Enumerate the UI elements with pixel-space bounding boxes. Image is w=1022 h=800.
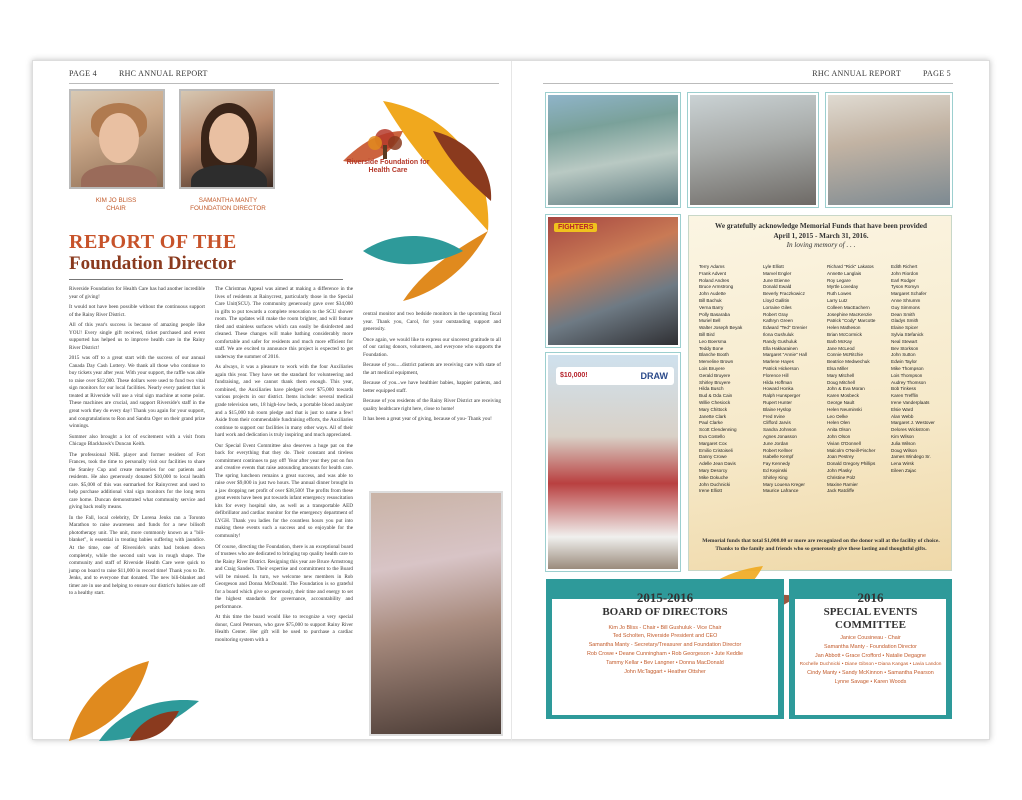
memorial-names-column-4: Edith Richert John Riordon Earl Rodger Tyson Romyn Margaret Schafer Anne Shrumm Guy Simmons Dean Smith Gladys Smith Elaine Spicer Sylvia Stefanick Neal Stewart Bev Storkson John Sutton Edwin Taylor Mike Thompson Lois Thompson Audrey Thomson Bob Tinkess Karen Trefflin Irene Vanderplaats Elsie Ward Alan Webb Margaret J. Westover Delores Wickstrom Kim Wilson Julia Wilson Doug Wilson James Windego Sr. Lena Wirsk Eileen Zajac [891, 264, 935, 473]
memorial-names-column-1: Terry Adams Frank Advent Roland Andres Bruce Armstrong John Audette Bill Bachuk Verna Barry Polly Basaraba Muriel Bell Walter Joseph Beyak Bill Bird Leo Boersma Teddy Bone Blanche Booth Merveline Brown Lois Bruyere Gerald Bruyere Shirley Bruyere Hilda Busch Bud & Oda Cain Willie Chesiock Mary Chittock Janette Clark Paul Clarke Scott Clendenning Eva Costello Margaret Cox Emilio Cristoiseli Danny Crowe Adelle Jean Davis Mary Desorcy Mike Dokuche John Duchnicki Irene Elliott [699, 264, 743, 494]
title-rule [69, 279, 343, 280]
fighters-badge: FIGHTERS [554, 223, 597, 232]
caption-chair-name: KIM JO BLISS [95, 197, 137, 204]
board-line: Tammy Kellar • Bev Langner • Donna MacDonald [606, 660, 724, 667]
photo-patient-bed [688, 93, 818, 207]
board-line: Kim Jo Bliss - Chair • Bill Gushuluk - Vice Chair [608, 624, 722, 631]
board-line: Ted Scholten, Riverside President and CEO [612, 633, 718, 640]
events-title-line2: COMMITTEE [835, 618, 906, 631]
paragraph: Because of you...we have healthier babies, happier patients, and better equipped staff. [363, 380, 501, 394]
board-members [552, 624, 778, 677]
paragraph: In the Fall, local celebrity, Dr Lorena Jenks ran a Toronto Marathon to raise awareness and funds for a new bilisoft phototherapy unit. The unit, more commonly known as a "bili-blanket", is essential in treating babies suffering with jaundice. At the time, one of Riverside's units had broken down completely, while the second unit was in rough shape. The community and staff of Riverside Health Care were quick to jump on board to raise $11,000 in record time! Thank you to Dr. Jenks, and to everyone that donated. The new bili-blanket and timer are in use and helping to ensure our district's babies are off to a healthy start. [69, 514, 205, 597]
draw-amount: $10,000! [560, 372, 588, 379]
left-page-number: PAGE 4 [69, 69, 97, 78]
memorial-heading-line2: April 1, 2015 - March 31, 2016. [773, 231, 869, 240]
events-line: Samantha Manty - Foundation Director [824, 644, 917, 651]
board-of-directors-box [546, 579, 784, 719]
events-line: Cindy Manty • Sandy McKinnon • Samantha Pearson [807, 669, 934, 676]
report-title-line2: Foundation Director [69, 253, 236, 274]
paragraph: Of course, directing the Foundation, there is an exceptional board of trustees who are dedicated to bringing top quality health care to the Rainy River District. Resigning this year are Bruce Armstrong and Craig Sanders. Their expertise and commitment to the Board will be missed. In turn, we welcome new members in Rob Georgeson and Donna McDonald. The Foundation is so grateful for a board which give so generously, their time and energy to set the highest standards for governance, accountability and performance. [215, 543, 353, 610]
photo-fighters-event [546, 215, 680, 347]
draw-banner [556, 367, 674, 385]
memorial-names-column-3: Richard "Rick" Lakatos Annette Langlais Roy Legare Myrtle Loveday Ruth Lowes Larry Lutz Colleen MacEachern Josephine MacKenzie Patrick "Cody" Marcotte Helen Matheson Brian McCormick Barb McKay Jane McLeod Connie McRitchie Beatrice Medwechuk Elsa Miller Mary Mitchell Doug Mitchell John & Eva Moran Karen Mosbeck George Nault Helen Neuminski Leo Oelke Helen Olen Anita Olson John Olson Vivian O'Donnell Malcolm O'Neill-Fischer Joan Pestrey Donald Gregory Phillips John Plasky Christine Polz Maxine Ramier Jack Ratcliffe [827, 264, 876, 494]
right-page-header [812, 69, 951, 78]
board-line: Rob Crowe • Deane Cunningham • Rob Georgeson • Jute Keddie [586, 651, 744, 658]
events-line: Lynne Savage • Karen Woods [834, 678, 907, 685]
left-page-header [69, 69, 208, 78]
gutter [511, 61, 512, 741]
special-events-box [789, 579, 952, 719]
board-title: BOARD OF DIRECTORS [602, 605, 728, 618]
photo-cheque-presentation [546, 93, 680, 207]
paragraph: Because of you.....district patients are receiving care with state of the art medical equipment, [363, 362, 501, 376]
paragraph: At this time the board would like to recognize a very special donor, Carol Peterson, who gave $75,000 to support Rainy River Health Center. Her gift will be used to purchase a cardiac monitoring system with a [215, 614, 353, 643]
article-column-1 [69, 286, 205, 601]
board-line: John McTaggart • Heather Ottsher [624, 669, 706, 676]
paragraph: Summer also brought a lot of excitement with a visit from Chicago Blackhawk's Duncan Keith. [69, 433, 205, 448]
left-header-rule [69, 83, 499, 84]
events-title-line1: SPECIAL EVENTS [823, 605, 918, 618]
photo-couple-event [369, 491, 503, 736]
left-publication-title: RHC ANNUAL REPORT [118, 69, 208, 78]
draw-label: DRAW [640, 371, 668, 381]
paragraph: The Christmas Appeal was aimed at making a difference in the lives of residents at Rainycrest, particularly those in the Special Care Unit(SCU). The community generously gave over $34,000 in gifts to put towards a complete renovation to the SCU shower room. The updates will make the room brighter, and will feature tiled and stainless surfaces which can easily be disinfected and cleaned. These changes will make bathing considerably more comfortable and safer for residents and much more efficient for staff. We are excited to announce this project is expected to get underway the summer of 2016. [215, 286, 353, 360]
report-title-line1: REPORT OF THE [69, 231, 237, 253]
memorial-heading [689, 222, 953, 251]
events-members [795, 634, 946, 686]
right-page-number: PAGE 5 [923, 69, 951, 78]
caption-director-role: FOUNDATION DIRECTOR [190, 204, 266, 212]
memorial-footer-line2: Thanks to the family and friends who so generously give these lasting and thoughtful gifts. [715, 545, 927, 552]
paragraph: central monitor and two bedside monitors in the upcoming fiscal year. Thank you, Carol, for your outstanding support and generosity. [363, 311, 501, 333]
memorial-heading-line1: We gratefully acknowledge Memorial Funds that have been provided [715, 222, 927, 230]
events-line: Jan Abbott • Grace Crofford • Natalie Degagne [815, 653, 926, 660]
paragraph: 2015 was off to a great start with the success of our annual Canada Day Cash Lottery. We thank all those who continue to buy tickets year after year. With your support, the raffle was able to raise over $12,000. These dollars were used to fund two vital sign monitors for our local facilities. Nearly every patient that is treated at Riverside will use a vital sign machine at some point. These machines are crucial, and support Riverside's staff in the great work they do every day! Thank you again for your support, and congratulations to Ron and Sandra Oger on their grand prize winnings. [69, 355, 205, 430]
memorial-funds-panel [688, 215, 952, 571]
portrait-chair [69, 89, 165, 189]
portrait-director [179, 89, 275, 189]
caption-chair-role: CHAIR [106, 204, 126, 212]
paragraph: Once again, we would like to express our sincerest gratitude to all of our caring donors, volunteers, and everyone who supports the Foundation. [363, 336, 501, 358]
right-publication-title: RHC ANNUAL REPORT [812, 69, 902, 78]
events-line: Rochelle Duchnicki • Diane Gibson • Diana Kangas • Lavia Landon [799, 661, 942, 667]
paragraph: All of this year's success is because of amazing people like YOU! Every single gift received, ticket purchased and event supported has helped us to improve health care in the Rainy River District! [69, 322, 205, 351]
report-spread [32, 60, 990, 740]
board-line: Samantha Manty - Secretary/Treasurer and Foundation Director [588, 642, 742, 649]
tree-logo-icon [360, 127, 410, 161]
memorial-heading-line3: In loving memory of . . . [786, 241, 856, 250]
foundation-logo-text: Riverside Foundation for Health Care [346, 159, 430, 175]
right-header-rule [543, 83, 953, 84]
paragraph: As always, it was a pleasure to work with the four Auxiliaries again this year. They have set the standard for volunteering and fundraising, and we cannot thank them enough. This year, combined, the Auxiliaries have pledged over $75,000 towards various projects in our district. Items include: several medical grade television sets, 18 high-low beds, a portable blood analyzer and a $15,000 tub room pledge and that is just to name a few! Aside from their commendable fundraising efforts, the Auxiliaries continue to support our facilities in many other ways. All of their hard work and dedication is truly inspiring and much appreciated. [215, 364, 353, 439]
photo-group-staff [826, 93, 952, 207]
caption-director-name: SAMANTHA MANTY [198, 197, 258, 204]
caption-chair [61, 197, 171, 213]
decorative-leaves-bottom [69, 651, 209, 741]
paragraph: It would not have been possible without the continuous support of the Rainy River District. [69, 304, 205, 318]
photo-draw-event [546, 353, 680, 571]
paragraph: Because of you residents of the Rainy River District are receiving quality healthcare right here, close to home! [363, 398, 501, 412]
article-column-2 [215, 286, 353, 647]
paragraph: Our Special Event Committee also deserves a huge pat on the back for everything that they do. Their constant and tireless commitment continues to pay off! Year after year they put on fun and creative events that raise astounding amounts for health care. The spring luncheon remains a great success, and was able to raise over $9,000 in just two hours. The annual dinner brought in a jaw dropping net profit of over $38,500! The profits from these great events have been put towards infant emergency resuscitation kits for every hospital site, as well as a transportable AED defibrillator and cardiac monitor for the emergency department of LYGH. Thank you ladies for the countless hours you put into making these events such a success and so enjoyable for the community! [215, 442, 353, 539]
article-column-3 [363, 311, 501, 427]
board-year: 2015-2016 [636, 590, 694, 605]
paragraph: It has been a great year of giving, because of you- Thank you! [363, 416, 492, 423]
board-inner [552, 590, 778, 715]
caption-director [173, 197, 283, 213]
memorial-footer-line1: Memorial funds that total $1,000.00 or more are recognized on the donor wall at the facility of choice. [702, 538, 940, 544]
memorial-names-column-2: Lyle Elliott Marvel Engler June Etienne Donald Ewald Beverly Fraczkowicz Lloyd Gallitin Lorraine Giles Robert Gray Kathryn Green Edward "Ted" Grenier Ilona Gushuluk Randy Gushuluk Ella Hakkarainen Margaret "Annie" Hall Marlene Hayes Patrick Hickerson Florence Hill Hilda Hoffman Howard Honka Ralph Hunsperger Rupert Hunter Blaine Hyslop Fred Irvine Clifford Jarvis Sandra Johnson Agnes Jonasson June Jordan Robert Kellner Isabelle Kempf Fay Kennedy Ed Kepinski Shirley King Mary Louena Kreger Maurice Lafrance [763, 264, 808, 494]
events-line: Janice Cousineau - Chair [840, 635, 901, 642]
events-inner [795, 590, 946, 715]
paragraph: The professional NHL player and former resident of Fort Frances, took the time to personally visit our facilities to share the Stanley Cup and create memories for our patients and residents. He also generously donated $10,000 to local health care. $5,000 of this was earmarked for Rainycrest and used to help purchase additional vital sign monitors for the long term care home. Duncan demonstrated what community service and giving back really means. [69, 451, 205, 511]
events-year: 2016 [857, 590, 884, 605]
paragraph: Riverside Foundation for Health Care has had another incredible year of giving! [69, 286, 205, 300]
